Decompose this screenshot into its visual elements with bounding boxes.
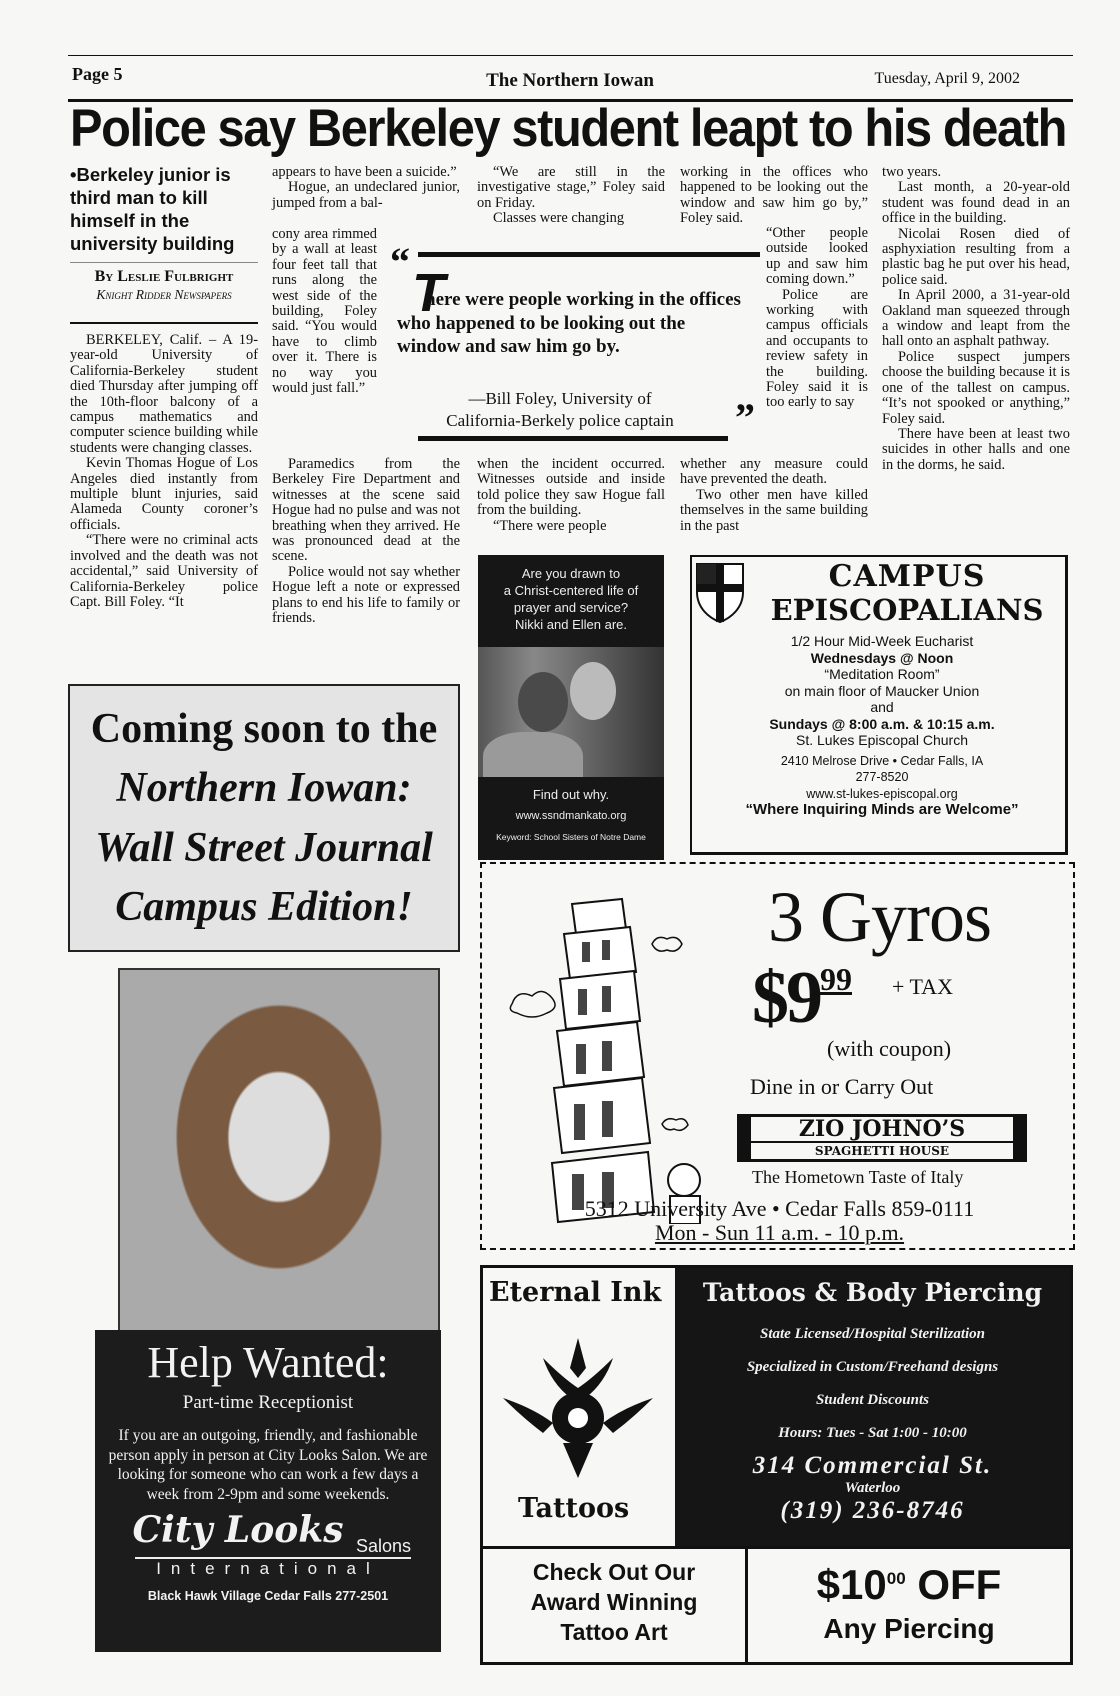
discount-cents: 00 [886,1569,906,1588]
article-paragraph: whether any measure could have prevented the death. [680,456,868,488]
pull-quote [390,239,760,441]
ad-cta: Find out why. [532,787,610,802]
wsj-announcement [68,684,460,952]
tattoos-label: Tattoos [518,1493,630,1524]
price-dollars: $9 [752,957,820,1039]
article-column-2-bottom [272,457,460,626]
ad-zio-johnos-coupon[interactable] [480,862,1075,1250]
gyros-title: 3 Gyros [768,877,991,957]
article-paragraph: BERKELEY, Calif. – A 19-year-old University of California-Berkeley student died Thursday after jumping off the 10th-floor balcony of a campus mathematics and computer science building while students were changing classes. [70,332,258,456]
article-paragraph: two years. [882,164,942,180]
article-paragraph: “There were no criminal acts involved and the death was not accidental,” said University of California-Berkeley police Capt. Bill Foley. “It [70,532,258,610]
article-paragraph: Hogue, an undeclared junior, jumped from a bal- [272,179,460,211]
article-paragraph: Police would not say whether Hogue left a note or expressed plans to end his life to family or friends. [272,563,460,627]
ad-line: Wednesdays @ Noon [810,649,954,666]
box-line: Check Out Our [532,1559,696,1585]
top-rule [68,55,1073,56]
headline: Police say Berkeley student leapt to his death [70,99,1067,158]
coupon-note: (with coupon) [827,1036,952,1061]
ad-line: 277-8520 [855,770,909,784]
article-paragraph: appears to have been a suicide.” [272,164,457,180]
piercing-discount-box [748,1549,1070,1662]
discount-off: OFF [917,1561,1002,1608]
ad-keyword: Keyword: School Sisters of Notre Dame [496,832,646,842]
dine-note: Dine in or Carry Out [750,1074,934,1099]
zio-johnos-logo [737,1114,1027,1162]
ad-text: Are you drawn to [521,566,621,581]
ad-school-sisters [478,555,664,860]
agency: Knight Ridder Newspapers [96,287,232,302]
article-paragraph: Last month, a 20-year-old student was found dead in an office in the building. [882,179,1070,227]
ad-eternal-ink [480,1265,1073,1665]
article-paragraph: “There were people [493,517,607,534]
article-paragraph: “Other people outside looked up and saw him coming down.” [766,225,868,288]
model-photo [118,968,440,1343]
ad-text: prayer and service? [513,600,629,615]
article-paragraph: working in the offices who happened to be looking out the window and saw him go by,” Foley said. [680,164,868,227]
leaning-tower-illustration [502,884,722,1224]
open-quote-icon: “ [390,239,410,284]
wsj-line-4: Campus Edition! [115,884,413,930]
tattoo-line: State Licensed/Hospital Sterilization [759,1326,985,1342]
tagline: The Hometown Taste of Italy [752,1167,964,1187]
article-paragraph: “We are still in the investigative stage,” Foley said on Friday. [477,164,665,211]
tattoo-phone: (319) 236-8746 [780,1497,965,1524]
article-deck: •Berkeley junior is third man to kill himself in the university building [70,164,235,254]
quote-rule-bottom [418,436,728,441]
logo-international: International [156,1559,380,1578]
article-column-4 [680,165,868,227]
hours: Mon - Sun 11 a.m. - 10 p.m. [654,1220,905,1245]
ad-text: a Christ-centered life of [503,583,639,598]
article-column-4-wrap [766,226,868,411]
article-paragraph: Police are working with campus officials and occupants to review safety in the building. Foley said it is too early to say [766,286,868,411]
ad-title-2: EPISCOPALIANS [770,593,1044,627]
ad-line: 1/2 Hour Mid-Week Eucharist [790,633,974,649]
ad-slogan: “Where Inquiring Minds are Welcome” [745,801,1019,818]
issue-date: Tuesday, April 9, 2002 [874,70,1020,87]
city-looks-logo: City Looks [132,1509,344,1551]
article-column-2-wrap [272,227,377,396]
wsj-line-2: Northern Iowan: [116,765,412,811]
price-tax: + TAX [892,974,953,999]
ad-url[interactable]: www.st-lukes-episcopal.org [806,786,958,801]
article-paragraph: when the incident occurred. Witnesses outside and inside told police they saw Hogue fall from the building. [477,456,665,519]
ad-text: Nikki and Ellen are. [515,617,627,632]
ad-url[interactable]: www.ssndmankato.org [515,810,627,822]
close-quote-icon: ” [735,395,755,440]
logo-salons: Salons [135,1536,411,1559]
address: 5312 University Ave • Cedar Falls 859-0111 [584,1196,975,1221]
help-wanted-body: If you are an outgoing, friendly, and fashionable person apply in person at City Looks Salon. We are looking for someone who can work a few days a week from 2-9pm and some weekends. [108,1427,428,1503]
wsj-line-3: Wall Street Journal [95,825,433,871]
ad-title-1: CAMPUS [828,559,986,594]
article-paragraph: Nicolai Rosen died of asphyxiation resulting from a plastic bag he put over his head, police said. [882,225,1070,288]
ad-campus-episcopalians [690,555,1068,855]
article-paragraph: There have been at least two suicides in other halls and one in the dorms, he said. [882,425,1070,473]
eternal-ink-brand: Eternal Ink [489,1277,662,1308]
ad-line: St. Lukes Episcopal Church [796,732,968,748]
ad-line: 2410 Melrose Drive • Cedar Falls, IA [780,753,984,768]
help-wanted-sub: Part-time Receptionist [182,1392,354,1413]
tattoo-line: Hours: Tues - Sat 1:00 - 10:00 [778,1425,967,1441]
article-paragraph: Police suspect jumpers choose the building because it is one of the tallest on campus. “It’s not spooked or anything,” Foley said. [882,348,1070,427]
wsj-line-1: Coming soon to the [90,706,438,752]
tattoo-info-panel [675,1268,1070,1546]
help-wanted-title: Help Wanted: [147,1338,389,1387]
tattoo-city: Waterloo [844,1480,901,1496]
tattoo-art-box [483,1549,745,1662]
article-paragraph: In April 2000, a 31-year-old Oakland man squeezed through a window and leapt from the hall onto an asphalt pathway. [882,287,1070,350]
page-number: Page 5 [72,64,123,84]
ad-line: “Meditation Room” [824,666,940,682]
byline: By Leslie Fulbright [94,268,234,285]
brand-name: ZIO JOHNO’S [798,1116,966,1142]
article-column-1 [70,333,258,610]
tattoo-line: Specialized in Custom/Freehand designs [746,1359,999,1375]
salon-address: Black Hawk Village Cedar Falls 277-2501 [147,1589,389,1603]
photo-two-women [478,647,664,777]
ad-line: on main floor of Maucker Union [784,682,980,699]
article-column-3 [477,165,665,227]
brand-sub: SPAGHETTI HOUSE [751,1141,1013,1159]
discount-dollars: $10 [816,1561,887,1608]
article-column-3-bottom [477,457,665,534]
box-line: Tattoo Art [560,1619,668,1645]
tribal-tattoo-illustration [503,1338,653,1478]
article-paragraph: Paramedics from the Berkeley Fire Department and witnesses at the scene said Hogue had no pulse and was not breathing when they arrived. He was pronounced dead at the scene. [272,456,460,565]
deck-rule [70,262,258,263]
ad-help-wanted [95,1330,441,1652]
paper-name: The Northern Iowan [486,70,654,91]
article-paragraph: Kevin Thomas Hogue of Los Angeles died instantly from multiple blunt injuries, said Alameda County coroner’s officials. [70,455,258,533]
discount-sub: Any Piercing [823,1613,995,1644]
article-paragraph: cony area rimmed by a wall at least four feet tall that runs along the west side of the building, Foley said. “You would have to climb over it. There is no way you would just fall.” [272,226,377,397]
quote-attribution [390,388,730,432]
box-line: Award Winning [530,1589,698,1615]
gyros-price [752,956,852,1041]
article-paragraph: Two other men have killed themselves in the same building in the past [680,486,868,534]
tattoo-title: Tattoos & Body Piercing [702,1278,1043,1307]
byline-rule [70,322,258,324]
quote-attr-line-1: —Bill Foley, University of [468,389,652,408]
tattoo-address: 314 Commercial St. [752,1452,993,1479]
price-cents: 99 [820,961,852,997]
quote-rule-top [418,252,760,257]
article-paragraph: Classes were changing [493,210,625,227]
tattoo-line: Student Discounts [816,1392,929,1408]
article-column-4-bottom [680,457,868,534]
quote-text: here were people working in the offices who happened to be looking out the window and saw him go by. [397,289,741,357]
ad-line: and [870,699,894,715]
article-column-2 [272,165,460,211]
quote-attr-line-2: California-Berkely police captain [446,411,674,430]
quote-dropcap: T [412,263,445,323]
article-column-5 [882,165,1070,473]
episcopal-shield-icon [695,562,745,624]
ad-line: Sundays @ 8:00 a.m. & 10:15 a.m. [769,715,995,732]
